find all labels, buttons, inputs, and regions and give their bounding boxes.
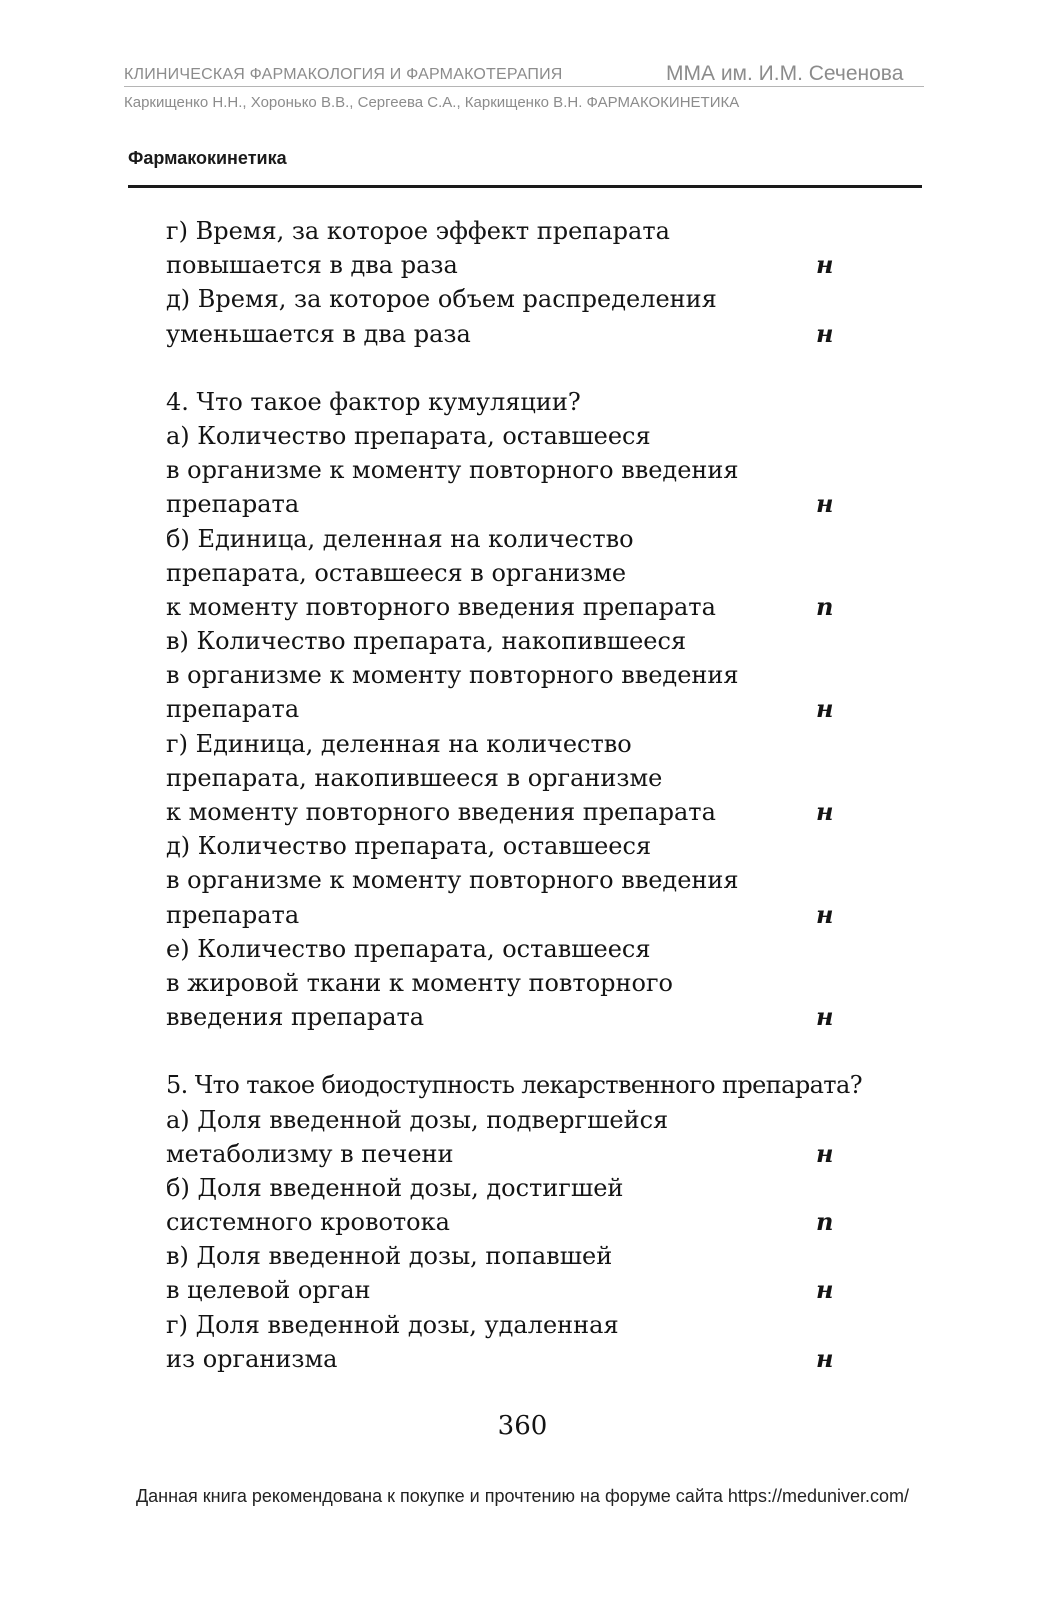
line-text: а) Доля введенной дозы, подвергшейся [166, 1105, 669, 1134]
answer-mark: н [816, 1343, 834, 1373]
answer-mark: н [816, 1138, 834, 1168]
line-text: метаболизму в печени [166, 1139, 454, 1168]
text-line [166, 282, 846, 316]
text-line [166, 1205, 846, 1239]
header-institution: ММА им. И.М. Сеченова [666, 62, 904, 85]
answer-mark: н [816, 797, 834, 826]
answer-mark: н [816, 250, 834, 280]
line-text: в организме к моменту повторного введения [166, 661, 739, 690]
text-line [166, 385, 846, 419]
line-text: к моменту повторного введения препарата [166, 798, 716, 826]
text-line [166, 1273, 846, 1307]
line-text: е) Количество препарата, оставшееся [166, 934, 651, 963]
answer-mark: н [816, 694, 834, 724]
line-text: повышается в два раза [166, 251, 458, 280]
header-rule [124, 86, 924, 87]
text-line [166, 1000, 846, 1034]
text-line [166, 932, 846, 966]
line-text: г) Единица, деленная на количество [166, 729, 632, 758]
text-line [166, 556, 846, 590]
line-text: препарата [166, 900, 300, 929]
header-authors: Каркищенко Н.Н., Хоронько В.В., Сергеева С.А., Каркищенко В.Н. ФАРМАКОКИНЕТИКА [124, 94, 740, 111]
line-text: из организма [166, 1344, 338, 1373]
line-text: г) Время, за которое эффект препарата [166, 217, 670, 245]
answer-mark: н [816, 318, 834, 348]
line-text: 4. Что такое фактор кумуляции? [166, 387, 581, 416]
page-content [166, 214, 862, 1376]
answer-mark: н [816, 1275, 834, 1305]
line-text: уменьшается в два раза [166, 319, 471, 348]
text-line [166, 1342, 846, 1376]
text-line [166, 1137, 846, 1171]
line-text: в) Доля введенной дозы, попавшей [166, 1242, 613, 1271]
line-text: введения препарата [166, 1003, 425, 1032]
text-line [166, 658, 846, 692]
answer-mark: н [816, 489, 834, 519]
paragraph-gap [166, 1034, 846, 1068]
line-text: препарата, оставшееся в организме [166, 558, 627, 587]
text-line [166, 795, 846, 829]
text-line [166, 1171, 846, 1205]
text-line [166, 898, 846, 932]
text-line [166, 966, 846, 1000]
line-text: в жировой ткани к моменту повторного [166, 968, 673, 997]
text-line [166, 487, 846, 521]
text-line [166, 248, 846, 282]
line-text: б) Единица, деленная на количество [166, 524, 634, 553]
line-text: препарата [166, 695, 300, 724]
line-text: г) Доля введенной дозы, удаленная [166, 1310, 619, 1339]
section-title: Фармакокинетика [128, 148, 287, 168]
text-line [166, 1308, 846, 1342]
text-line [166, 761, 846, 795]
line-text: системного кровотока [166, 1208, 450, 1237]
text-line [166, 419, 846, 453]
text-line [166, 317, 846, 351]
answer-mark: п [816, 591, 834, 621]
section-rule [128, 185, 922, 188]
line-text: к моменту повторного введения препарата [166, 592, 716, 621]
paragraph-gap [166, 351, 846, 385]
line-text: 5. Что такое биодоступность лекарственного препарата? [166, 1071, 862, 1100]
line-text: б) Доля введенной дозы, достигшей [166, 1173, 624, 1202]
line-text: в организме к моменту повторного введения [166, 866, 739, 895]
line-text: препарата, накопившееся в организме [166, 763, 663, 792]
line-text: в организме к моменту повторного введения [166, 456, 739, 485]
running-header [124, 62, 924, 88]
text-line [166, 1068, 862, 1102]
line-text: д) Время, за которое объем распределения [166, 285, 717, 314]
line-text: препарата [166, 490, 300, 519]
header-book-title: КЛИНИЧЕСКАЯ ФАРМАКОЛОГИЯ И ФАРМАКОТЕРАПИЯ [124, 66, 563, 83]
line-text: а) Количество препарата, оставшееся [166, 421, 651, 450]
text-line [166, 829, 846, 863]
text-line [166, 863, 846, 897]
text-line [166, 453, 846, 487]
text-line [166, 624, 846, 658]
answer-mark: н [816, 899, 834, 929]
answer-mark: п [816, 1207, 834, 1237]
line-text: в целевой орган [166, 1276, 371, 1305]
line-text: в) Количество препарата, накопившееся [166, 627, 687, 656]
text-line [166, 727, 846, 761]
line-text: д) Количество препарата, оставшееся [166, 832, 652, 861]
page-number: 360 [497, 1411, 548, 1441]
text-line [166, 214, 846, 248]
text-line [166, 590, 846, 624]
text-line [166, 522, 846, 556]
text-line [166, 1239, 846, 1273]
text-line [166, 692, 846, 726]
footer-note: Данная книга рекомендована к покупке и прочтению на форуме сайта https://meduniver.com/ [135, 1486, 910, 1506]
answer-mark: н [816, 1002, 834, 1032]
text-line [166, 1103, 846, 1137]
